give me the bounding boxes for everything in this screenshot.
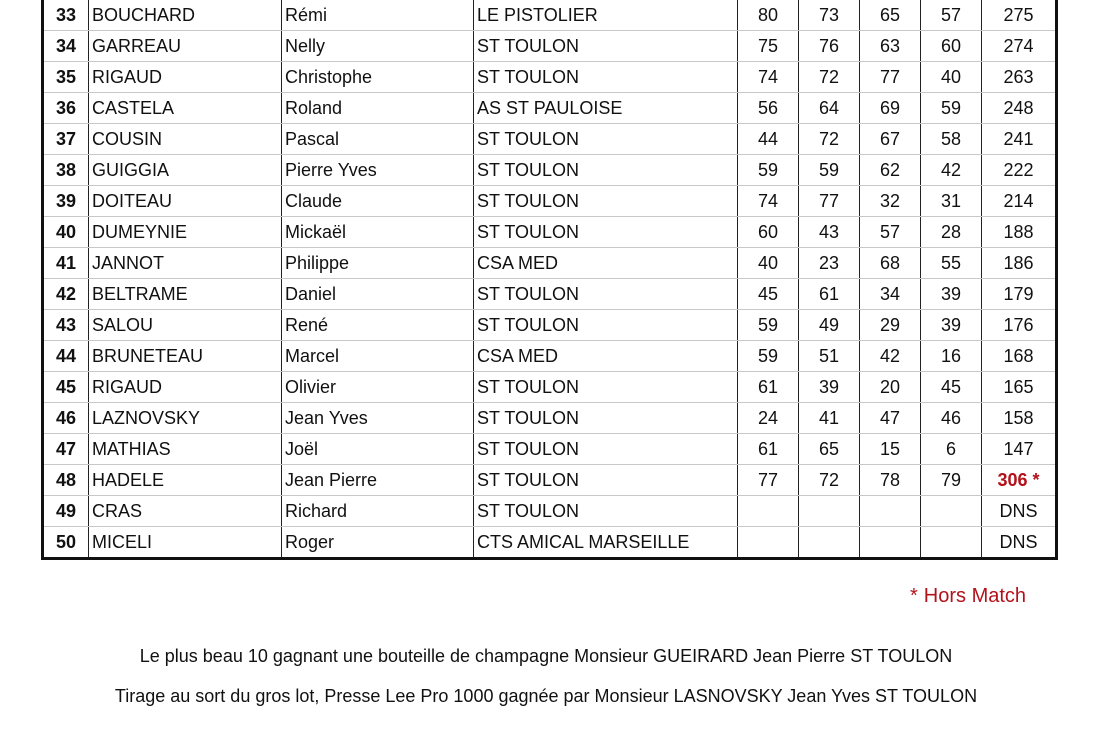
club-cell: ST TOULON (474, 372, 738, 403)
total-cell: 188 (982, 217, 1057, 248)
score-3-cell: 47 (860, 403, 921, 434)
hors-match-legend (910, 585, 1026, 608)
total-cell: 248 (982, 93, 1057, 124)
club-cell: CSA MED (474, 248, 738, 279)
firstname-cell: Pierre Yves (282, 155, 474, 186)
lastname-cell: CRAS (89, 496, 282, 527)
footer-prize-champagne: Le plus beau 10 gagnant une bouteille de champagne Monsieur GUEIRARD Jean Pierre ST TOULON (139, 646, 953, 666)
club-cell: ST TOULON (474, 496, 738, 527)
score-1-cell: 60 (738, 217, 799, 248)
table-row (43, 310, 1057, 341)
score-1-cell: 75 (738, 31, 799, 62)
table-row (43, 527, 1057, 559)
total-cell: DNS (982, 527, 1057, 559)
score-2-cell: 23 (799, 248, 860, 279)
score-4-cell: 40 (921, 62, 982, 93)
lastname-cell: BELTRAME (89, 279, 282, 310)
score-1-cell: 74 (738, 62, 799, 93)
score-3-cell: 15 (860, 434, 921, 465)
score-2-cell: 77 (799, 186, 860, 217)
score-4-cell: 58 (921, 124, 982, 155)
score-2-cell: 65 (799, 434, 860, 465)
lastname-cell: GARREAU (89, 31, 282, 62)
firstname-cell: Marcel (282, 341, 474, 372)
score-1-cell: 44 (738, 124, 799, 155)
score-2-cell (799, 527, 860, 559)
rank-cell: 47 (43, 434, 89, 465)
lastname-cell: MICELI (89, 527, 282, 559)
lastname-cell: JANNOT (89, 248, 282, 279)
rank-cell: 37 (43, 124, 89, 155)
score-3-cell: 63 (860, 31, 921, 62)
results-table (41, 0, 1058, 560)
score-2-cell: 73 (799, 0, 860, 31)
score-2-cell: 76 (799, 31, 860, 62)
total-cell: 222 (982, 155, 1057, 186)
score-1-cell: 59 (738, 341, 799, 372)
table-row (43, 186, 1057, 217)
table-row (43, 0, 1057, 31)
club-cell: LE PISTOLIER (474, 0, 738, 31)
score-2-cell: 59 (799, 155, 860, 186)
club-cell: ST TOULON (474, 31, 738, 62)
score-1-cell: 77 (738, 465, 799, 496)
score-4-cell: 6 (921, 434, 982, 465)
total-cell: 168 (982, 341, 1057, 372)
score-2-cell: 41 (799, 403, 860, 434)
rank-cell: 50 (43, 527, 89, 559)
legend-label: Hors Match (923, 585, 1027, 607)
lastname-cell: CASTELA (89, 93, 282, 124)
club-cell: ST TOULON (474, 124, 738, 155)
score-1-cell: 74 (738, 186, 799, 217)
score-2-cell (799, 496, 860, 527)
table-row (43, 124, 1057, 155)
total-cell: 179 (982, 279, 1057, 310)
lastname-cell: SALOU (89, 310, 282, 341)
rank-cell: 45 (43, 372, 89, 403)
score-3-cell: 65 (860, 0, 921, 31)
total-value: 306 (997, 470, 1028, 490)
table-row (43, 93, 1057, 124)
lastname-cell: DOITEAU (89, 186, 282, 217)
total-cell: 263 (982, 62, 1057, 93)
table-row-hors-match (43, 465, 1057, 496)
club-cell: CSA MED (474, 341, 738, 372)
score-1-cell: 40 (738, 248, 799, 279)
score-4-cell: 55 (921, 248, 982, 279)
firstname-cell: Pascal (282, 124, 474, 155)
lastname-cell: MATHIAS (89, 434, 282, 465)
firstname-cell: Mickaël (282, 217, 474, 248)
score-4-cell: 39 (921, 279, 982, 310)
score-1-cell: 80 (738, 0, 799, 31)
table-row (43, 217, 1057, 248)
score-3-cell (860, 527, 921, 559)
table-row (43, 279, 1057, 310)
score-3-cell: 20 (860, 372, 921, 403)
club-cell: ST TOULON (474, 186, 738, 217)
score-3-cell: 67 (860, 124, 921, 155)
score-4-cell: 39 (921, 310, 982, 341)
rank-cell: 43 (43, 310, 89, 341)
score-1-cell (738, 527, 799, 559)
lastname-cell: RIGAUD (89, 62, 282, 93)
score-3-cell: 62 (860, 155, 921, 186)
firstname-cell: Nelly (282, 31, 474, 62)
table-row (43, 403, 1057, 434)
score-3-cell: 42 (860, 341, 921, 372)
table-row (43, 155, 1057, 186)
rank-cell: 34 (43, 31, 89, 62)
total-cell: 176 (982, 310, 1057, 341)
firstname-cell: Philippe (282, 248, 474, 279)
score-2-cell: 39 (799, 372, 860, 403)
score-2-cell: 51 (799, 341, 860, 372)
table-row (43, 62, 1057, 93)
rank-cell: 41 (43, 248, 89, 279)
score-1-cell: 24 (738, 403, 799, 434)
score-3-cell: 68 (860, 248, 921, 279)
score-2-cell: 49 (799, 310, 860, 341)
total-cell: 241 (982, 124, 1057, 155)
club-cell: ST TOULON (474, 279, 738, 310)
firstname-cell: Christophe (282, 62, 474, 93)
score-4-cell: 42 (921, 155, 982, 186)
score-4-cell (921, 527, 982, 559)
total-cell: 275 (982, 0, 1057, 31)
total-cell: 158 (982, 403, 1057, 434)
firstname-cell: Roland (282, 93, 474, 124)
club-cell: ST TOULON (474, 465, 738, 496)
score-1-cell: 59 (738, 310, 799, 341)
score-1-cell: 59 (738, 155, 799, 186)
table-row (43, 372, 1057, 403)
firstname-cell: Jean Pierre (282, 465, 474, 496)
score-2-cell: 72 (799, 124, 860, 155)
club-cell: ST TOULON (474, 217, 738, 248)
score-3-cell (860, 496, 921, 527)
score-4-cell: 60 (921, 31, 982, 62)
score-1-cell: 45 (738, 279, 799, 310)
rank-cell: 44 (43, 341, 89, 372)
rank-cell: 39 (43, 186, 89, 217)
score-4-cell: 57 (921, 0, 982, 31)
score-4-cell: 79 (921, 465, 982, 496)
club-cell: AS ST PAULOISE (474, 93, 738, 124)
rank-cell: 33 (43, 0, 89, 31)
rank-cell: 46 (43, 403, 89, 434)
firstname-cell: Joël (282, 434, 474, 465)
score-3-cell: 69 (860, 93, 921, 124)
hors-match-star-icon: * (1032, 470, 1040, 490)
footer-prize-draw: Tirage au sort du gros lot, Presse Lee Pro 1000 gagnée par Monsieur LASNOVSKY Jean Yves ST TOULON (114, 686, 978, 706)
score-4-cell: 46 (921, 403, 982, 434)
rank-cell: 38 (43, 155, 89, 186)
score-2-cell: 72 (799, 465, 860, 496)
total-cell: 165 (982, 372, 1057, 403)
total-cell: DNS (982, 496, 1057, 527)
table-row (43, 496, 1057, 527)
lastname-cell: COUSIN (89, 124, 282, 155)
score-1-cell: 56 (738, 93, 799, 124)
rank-cell: 35 (43, 62, 89, 93)
rank-cell: 40 (43, 217, 89, 248)
score-1-cell (738, 496, 799, 527)
firstname-cell: Jean Yves (282, 403, 474, 434)
lastname-cell: BOUCHARD (89, 0, 282, 31)
score-4-cell: 31 (921, 186, 982, 217)
rank-cell: 36 (43, 93, 89, 124)
score-4-cell: 45 (921, 372, 982, 403)
firstname-cell: Richard (282, 496, 474, 527)
table-row (43, 248, 1057, 279)
score-3-cell: 34 (860, 279, 921, 310)
firstname-cell: Roger (282, 527, 474, 559)
club-cell: ST TOULON (474, 155, 738, 186)
total-cell: 186 (982, 248, 1057, 279)
score-2-cell: 64 (799, 93, 860, 124)
total-cell: 274 (982, 31, 1057, 62)
club-cell: ST TOULON (474, 62, 738, 93)
score-1-cell: 61 (738, 372, 799, 403)
score-2-cell: 72 (799, 62, 860, 93)
firstname-cell: René (282, 310, 474, 341)
asterisk-icon: * (910, 585, 918, 607)
score-4-cell: 28 (921, 217, 982, 248)
club-cell: ST TOULON (474, 434, 738, 465)
score-3-cell: 57 (860, 217, 921, 248)
firstname-cell: Olivier (282, 372, 474, 403)
firstname-cell: Daniel (282, 279, 474, 310)
score-2-cell: 61 (799, 279, 860, 310)
lastname-cell: HADELE (89, 465, 282, 496)
score-4-cell: 16 (921, 341, 982, 372)
firstname-cell: Claude (282, 186, 474, 217)
lastname-cell: BRUNETEAU (89, 341, 282, 372)
score-3-cell: 77 (860, 62, 921, 93)
score-4-cell: 59 (921, 93, 982, 124)
lastname-cell: RIGAUD (89, 372, 282, 403)
club-cell: ST TOULON (474, 310, 738, 341)
table-row (43, 31, 1057, 62)
firstname-cell: Rémi (282, 0, 474, 31)
lastname-cell: LAZNOVSKY (89, 403, 282, 434)
score-3-cell: 29 (860, 310, 921, 341)
club-cell: CTS AMICAL MARSEILLE (474, 527, 738, 559)
score-2-cell: 43 (799, 217, 860, 248)
lastname-cell: DUMEYNIE (89, 217, 282, 248)
club-cell: ST TOULON (474, 403, 738, 434)
table-row (43, 341, 1057, 372)
score-4-cell (921, 496, 982, 527)
lastname-cell: GUIGGIA (89, 155, 282, 186)
score-1-cell: 61 (738, 434, 799, 465)
total-cell-hors-match (982, 465, 1057, 496)
rank-cell: 49 (43, 496, 89, 527)
table-row (43, 434, 1057, 465)
score-3-cell: 78 (860, 465, 921, 496)
rank-cell: 48 (43, 465, 89, 496)
total-cell: 214 (982, 186, 1057, 217)
rank-cell: 42 (43, 279, 89, 310)
score-3-cell: 32 (860, 186, 921, 217)
total-cell: 147 (982, 434, 1057, 465)
